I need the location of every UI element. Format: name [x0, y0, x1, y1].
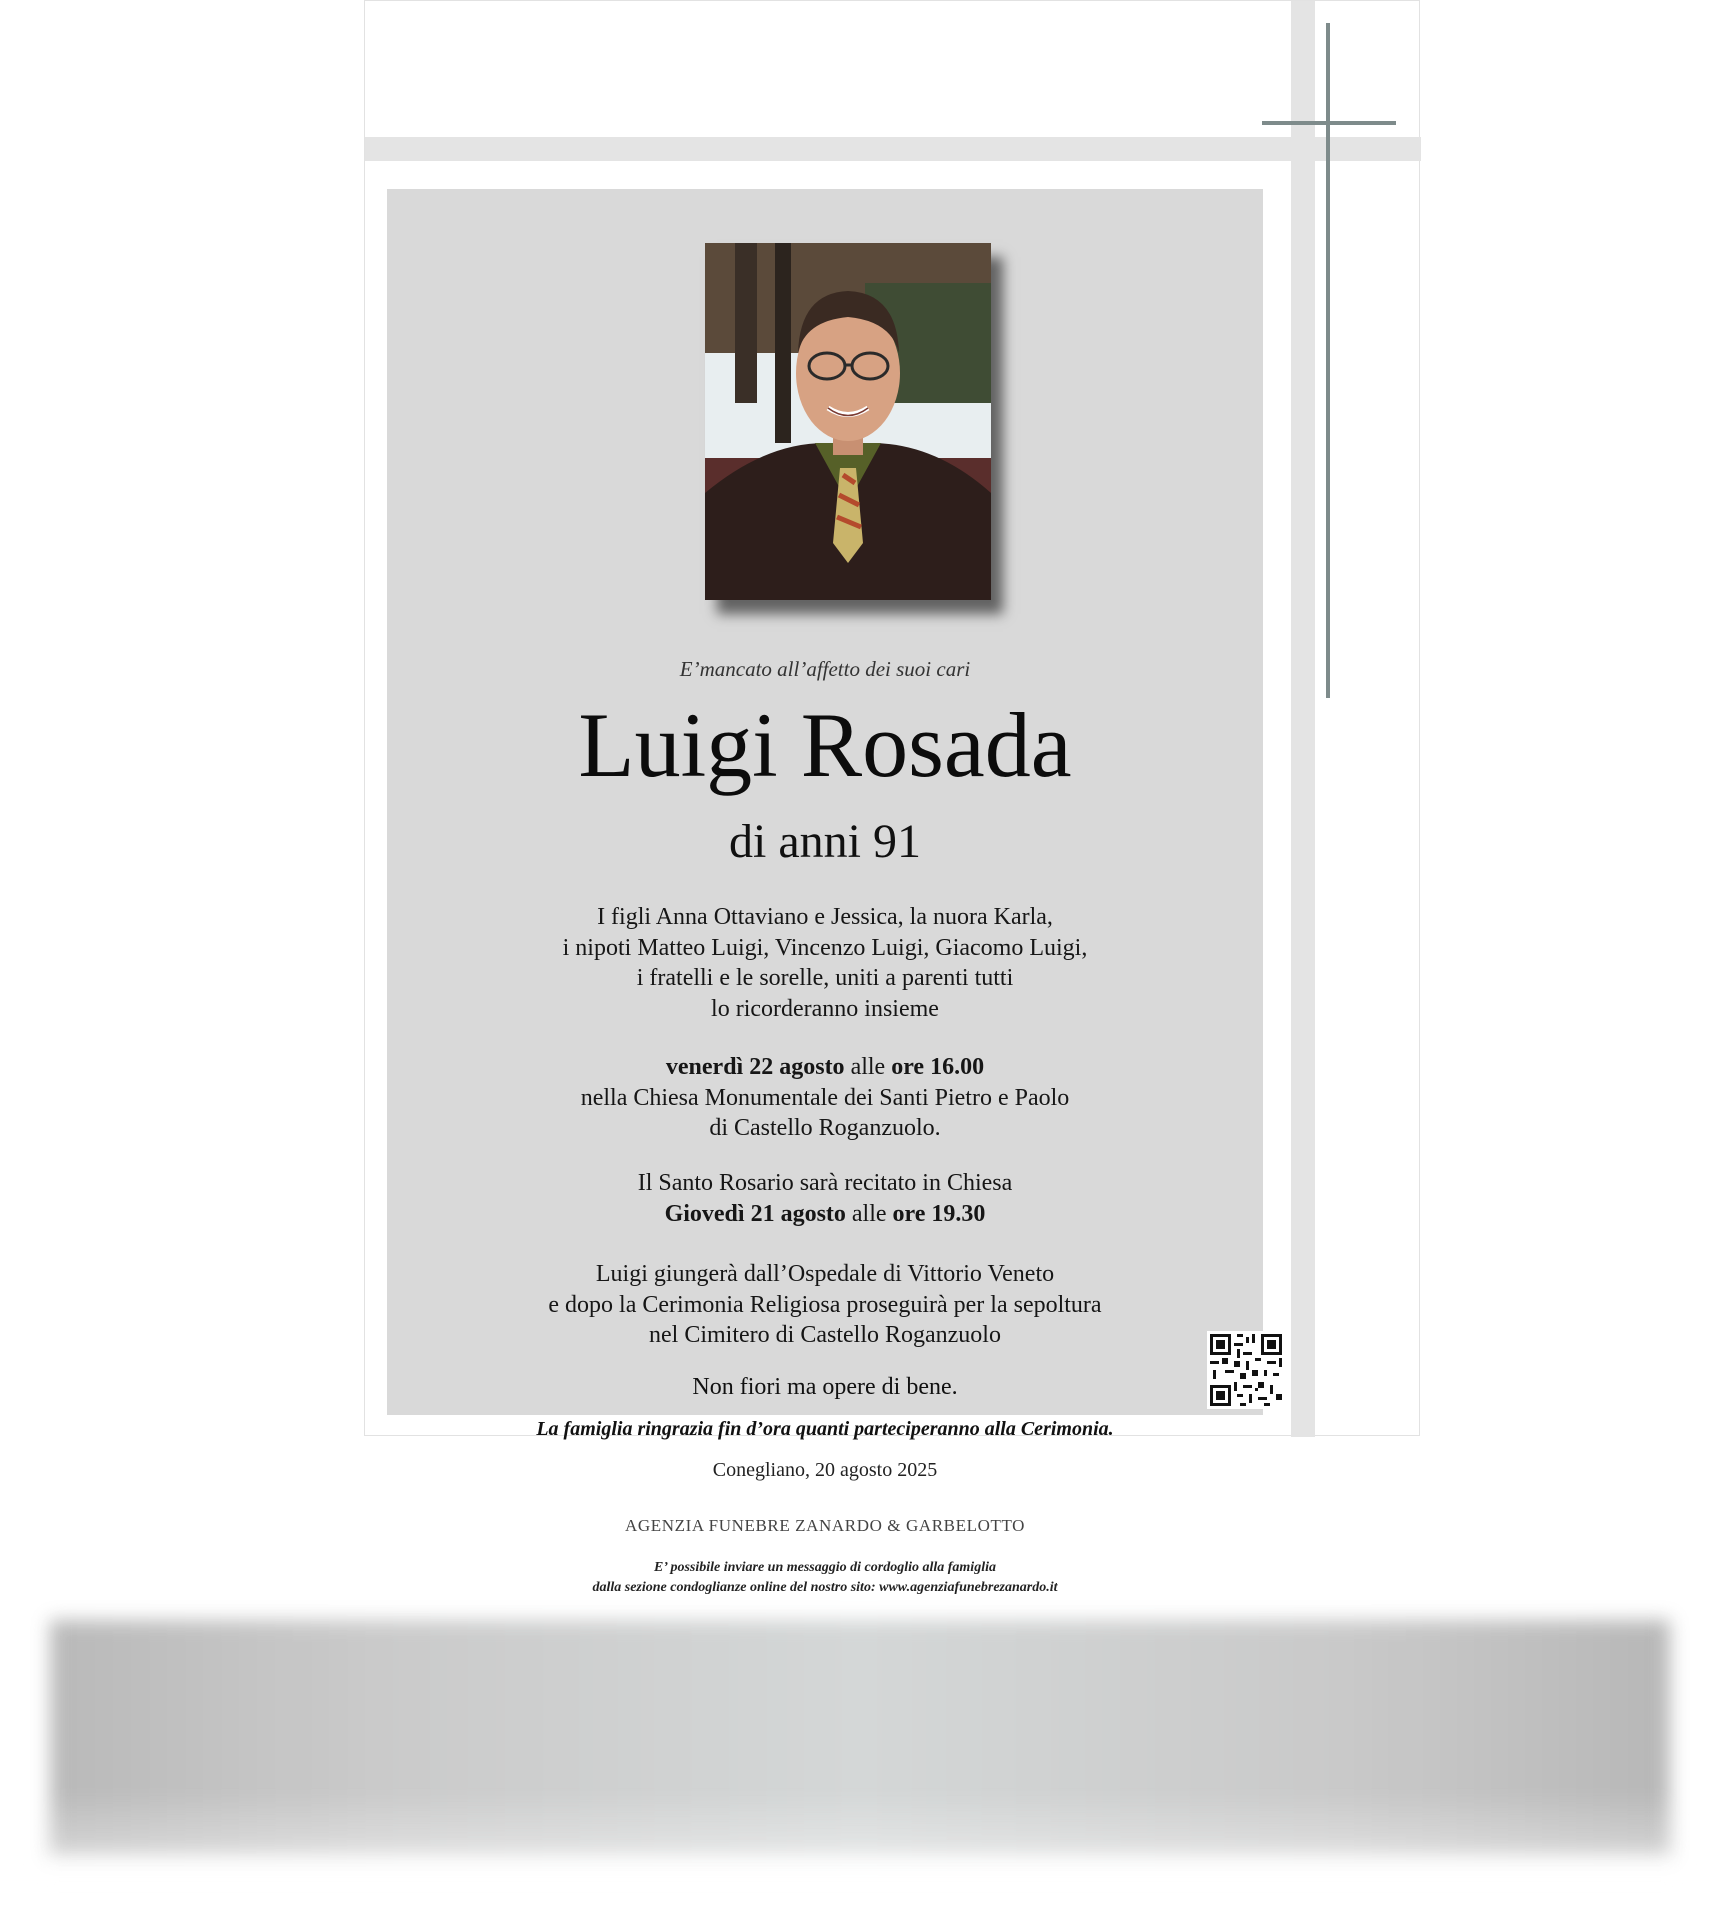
- notice-panel: [387, 189, 1263, 1595]
- condolence-note: [387, 1558, 1263, 1598]
- rosary-line: Il Santo Rosario sarà recitato in Chiesa: [637, 1170, 1013, 1196]
- horizontal-band: [365, 137, 1421, 161]
- family-line: lo ricorderanno insieme: [711, 995, 939, 1022]
- family-line: i nipoti Matteo Luigi, Vincenzo Luigi, Giacomo Luigi,: [562, 934, 1088, 961]
- obituary-sheet: [364, 0, 1420, 1595]
- family-paragraph: [387, 902, 1263, 1024]
- portrait-photo: [705, 243, 991, 600]
- family-line: I figli Anna Ottaviano e Jessica, la nuora Karla,: [597, 904, 1053, 930]
- cross-icon-horizontal-bar: [1262, 121, 1396, 125]
- condolence-line: E’ possibile inviare un messaggio di cordoglio alla famiglia: [654, 1560, 996, 1575]
- vertical-band: [1291, 1, 1315, 1437]
- thanks-line: La famiglia ringrazia fin d’ora quanti parteciperanno alla Cerimonia.: [536, 1418, 1114, 1440]
- arrival-line: Luigi giungerà dall’Ospedale di Vittorio Veneto: [595, 1261, 1055, 1287]
- funeral-town: di Castello Roganzuolo.: [709, 1115, 941, 1141]
- reflection-fade: [40, 1790, 1680, 1880]
- deceased-name: Luigi Rosada: [578, 694, 1072, 796]
- rosary-connector: alle: [845, 1200, 893, 1227]
- condolence-line: dalla sezione condoglianze online del nostro sito: www.agenziafunebrezanardo.it: [592, 1580, 1058, 1595]
- arrival-line: e dopo la Cerimonia Religiosa proseguirà per la sepoltura: [548, 1291, 1102, 1318]
- funeral-day: venerdì 22 agosto: [665, 1054, 845, 1080]
- subheading: E’mancato all’affetto dei suoi cari: [679, 657, 971, 681]
- funeral-church: nella Chiesa Monumentale dei Santi Pietro e Paolo: [580, 1084, 1070, 1111]
- rosary-time: ore 19.30: [892, 1200, 986, 1227]
- funeral-time: ore 16.00: [891, 1054, 985, 1080]
- arrival-paragraph: [387, 1259, 1263, 1351]
- arrival-line: nel Cimitero di Castello Roganzuolo: [649, 1322, 1001, 1348]
- funeral-paragraph: [387, 1052, 1263, 1144]
- deceased-age: di anni 91: [729, 815, 921, 868]
- flowers-note: Non fiori ma opere di bene.: [692, 1374, 958, 1400]
- funeral-datetime: [387, 1052, 1263, 1083]
- agency-name: AGENZIA FUNEBRE ZANARDO & GARBELOTTO: [625, 1516, 1025, 1535]
- rosary-paragraph: [387, 1168, 1263, 1229]
- place-date: Conegliano, 20 agosto 2025: [712, 1459, 938, 1481]
- qr-code-icon[interactable]: [1207, 1331, 1285, 1409]
- rosary-day: Giovedì 21 agosto: [664, 1200, 846, 1227]
- rosary-datetime: [387, 1199, 1263, 1230]
- family-line: i fratelli e le sorelle, uniti a parenti tutti: [636, 965, 1014, 991]
- funeral-connector: alle: [844, 1054, 892, 1080]
